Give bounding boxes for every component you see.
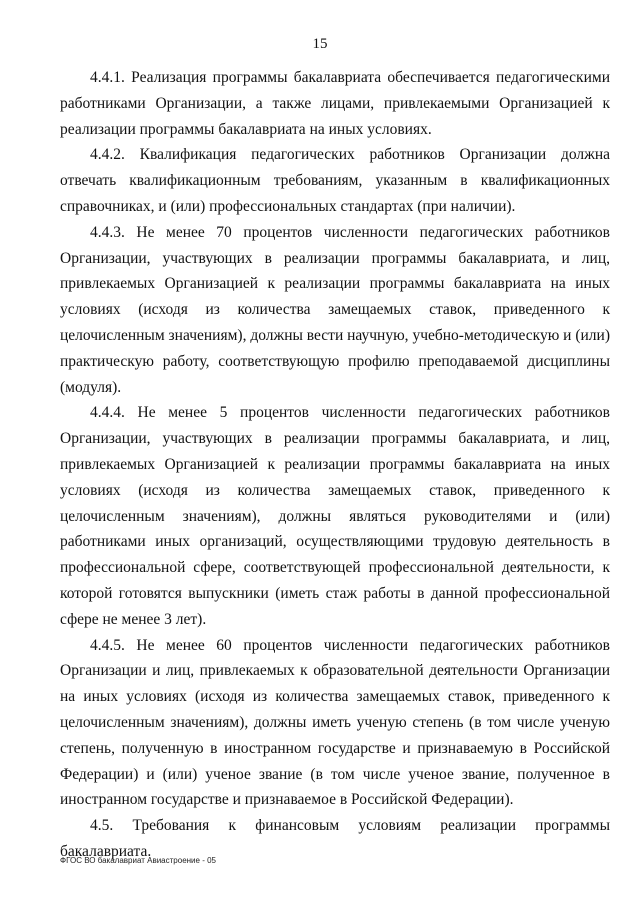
paragraph-4-4-4: 4.4.4. Не менее 5 процентов численности педагогических работников Организации, участвующих в реализации программы бакалавриата, и лиц, привлекаемых Организацией к реализации программы бакалавриата на иных условиях (исходя из количества замещаемых ставок, приведенного к целочисленным значениям), должны являться руководителями и (или) работниками иных организаций, осуществляющими трудовую деятельность в профессиональной сфере, соответствующей профессиональной деятельности, к которой готовятся выпускники (иметь стаж работы в данной профессиональной сфере не менее 3 лет). — [60, 404, 610, 628]
page-number: 15 — [312, 36, 328, 52]
paragraph-4-4-5: 4.4.5. Не менее 60 процентов численности педагогических работников Организации и лиц, привлекаемых к образовательной деятельности Организации на иных условиях (исходя из количества замещаемых ставок, приведенного к целочисленным значениям), должны иметь ученую степень (в том числе ученую степень, полученную в иностранном государстве и признаваемую в Российской Федерации) и (или) ученое звание (в том числе ученое звание, полученное в иностранном государстве и признаваемое в Российской Федерации). — [60, 636, 610, 809]
footer-note: ФГОС ВО бакалавриат Авиастроение - 05 — [60, 856, 216, 865]
paragraph-4-4-3: 4.4.3. Не менее 70 процентов численности педагогических работников Организации, участвующих в реализации программы бакалавриата, и лиц, привлекаемых Организацией к реализации программы бакалавриата на иных условиях (исходя из количества замещаемых ставок, приведенного к целочисленным значениям), должны вести научную, учебно-методическую и (или) практическую работу, соответствующую профилю преподаваемой дисциплины (модуля). — [60, 223, 610, 396]
paragraph-4-4-2: 4.4.2. Квалификация педагогических работников Организации должна отвечать квалификационным требованиям, указанным в квалификационных справочниках, и (или) профессиональных стандартах (при наличии). — [60, 146, 610, 215]
paragraph-4-5: 4.5. Требования к финансовым условиям реализации программы бакалавриата. — [60, 817, 610, 860]
document-body — [60, 65, 610, 865]
paragraph-4-4-1: 4.4.1. Реализация программы бакалавриата обеспечивается педагогическими работниками Организации, а также лицами, привлекаемыми Организацией к реализации программы бакалавриата на иных условиях. — [60, 69, 610, 138]
